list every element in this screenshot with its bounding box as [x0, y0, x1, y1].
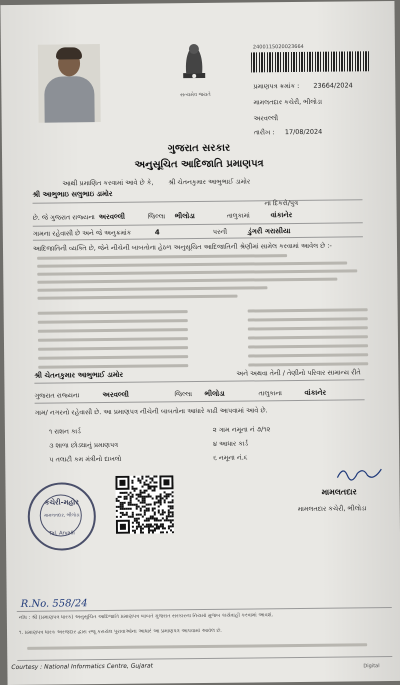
cert-no: 23664/2024 — [313, 81, 353, 90]
res-district: અરવલ્લી — [102, 390, 129, 400]
basis-item: ૩ શાળા છોડ્યાનું પ્રમાણપત્ર — [49, 440, 119, 450]
note-1: ૧. પ્રમાણપત્ર ધારક અરજદાર દ્વારા રજૂ કરાયેલ પુરાવાઓના આધારે આ પ્રમાણપત્ર આપવામાં આવેલ છે. — [18, 627, 222, 636]
seal-sub: Tal. Arvalli — [49, 530, 75, 537]
res-jilla: ભીલોડા — [204, 389, 225, 398]
statutory-list — [37, 253, 368, 374]
qr-code — [115, 475, 174, 534]
holder-suffix: અને અથવા તેની / તેણીનો પરિવાર સામાન્ય રીતે — [236, 368, 361, 378]
basis-item: ૬ નમૂના નં.૬ — [213, 453, 248, 462]
govt-title: ગુજરાત સરકાર — [167, 142, 231, 155]
res-taluka-label: તાલુકાના — [258, 389, 283, 398]
res-prefix: ગુજરાત રાજ્યના — [34, 391, 80, 400]
courtesy-text: Courtesy : National Informatics Centre, Gujarat — [11, 662, 154, 672]
seal-place: મામલતદાર, ભીલોડા — [43, 513, 80, 519]
underline — [35, 399, 365, 403]
applicant-photo — [38, 44, 101, 123]
basis-item: ૪ આધાર કાર્ડ — [213, 439, 249, 448]
digital-mark: Digital — [363, 663, 380, 670]
tribe-statement: આદિજાતિની વ્યક્તિ છે, જેને નીચેની બાબતોના હેઠળ અનુસૂચિત આદિજાતિની શ્રેણીમાં સામેલ કરવામાં આવેલ છે :- — [32, 241, 332, 253]
signatory-title: મામલતદાર — [321, 487, 357, 497]
footer-divider — [17, 656, 392, 661]
barcode — [251, 51, 369, 72]
district-value: અરવલ્લી — [98, 212, 126, 222]
signatory-office: મામલતદાર કચેરી, ભીલોડા — [297, 504, 367, 513]
handwritten-reg-no: R.No. 558/24 — [20, 598, 88, 610]
village-value: વાંકાનેર — [270, 211, 293, 220]
district-header: અરવલ્લી — [253, 114, 279, 123]
jilla-label: જિલ્લા — [147, 212, 166, 221]
taluka-label: તાલુકામાં — [226, 211, 250, 220]
signature — [335, 463, 385, 484]
office-header: મામલતદાર કચેરી, ભીલોડા — [253, 97, 323, 107]
certificate-title: અનુસૂચિત આદિજાતિ પ્રમાણપત્ર — [134, 158, 264, 171]
cert-no-label: પ્રમાણપત્ર ક્રમાંક : — [253, 81, 300, 91]
certificate-sheet — [0, 1, 400, 685]
line4-mid: પરની — [212, 227, 228, 236]
schedule-number: 4 — [154, 228, 160, 237]
state-emblem-icon — [177, 41, 212, 91]
line4-prefix: ગામના રહેવાસી છે અને જે અનુક્રમાંક — [32, 228, 132, 238]
barcode-text: 2400115020023664 — [252, 43, 304, 51]
relation: ના દિકરો/પુત્ર — [264, 198, 299, 208]
res-suffix: ગામ/ નગરનો રહેવાસી છે. આ પ્રમાણપત્ર નીચેની બાબતોના આધારે કાઢી આપવામાં આવે છે. — [34, 406, 268, 417]
underline — [33, 222, 363, 226]
basis-item: ૧ રાશન કાર્ડ — [48, 427, 81, 436]
basis-item: ૨ ગામ નમૂના નં ૭/૧૨ — [212, 425, 271, 434]
issue-date: 17/08/2024 — [284, 127, 323, 137]
note-line — [27, 643, 367, 650]
line1-prefix: આથી પ્રમાણિત કરવામાં આવે છે કે, — [62, 178, 154, 188]
underline — [33, 199, 363, 203]
seal-text: કચેરી-મહોર — [44, 498, 79, 507]
notes-title: નોંધ : શ્રી (પ્રમાણપત્ર ધારક) અનુસૂચિત આદિજાતિ પ્રમાણપત્ર બાબતે ગુજરાત સરકારના નિયમો મુજબ કાર્યવાહી કરવામાં આવશે. — [18, 612, 274, 621]
father-name: શ્રી આભુભાઇ સલુભાઇ ડામોર — [32, 189, 113, 199]
date-label: તારીખ : — [253, 128, 275, 137]
basis-item: ૫ તલાટી કમ મંત્રીનો દાખલો — [49, 454, 122, 464]
jilla-value: ભીલોડા — [174, 212, 195, 221]
office-seal — [27, 482, 96, 551]
line3-prefix: છે. જે ગુજરાત રાજ્યના — [32, 213, 95, 222]
holder-name: શ્રી ચેતનકુમાર આભુભાઈ ડામોર — [34, 370, 124, 380]
tribe-name: ડુંગરી ગરાસીયા — [247, 227, 291, 236]
applicant-name: શ્રી ચેતનકુમાર આભુભાઈ ડામોર — [168, 177, 251, 187]
res-jilla-label: જિલ્લા — [174, 390, 193, 399]
res-village: વાંકાનેર — [304, 388, 327, 397]
emblem-caption: સત્યમેવ જયતે — [180, 91, 211, 99]
